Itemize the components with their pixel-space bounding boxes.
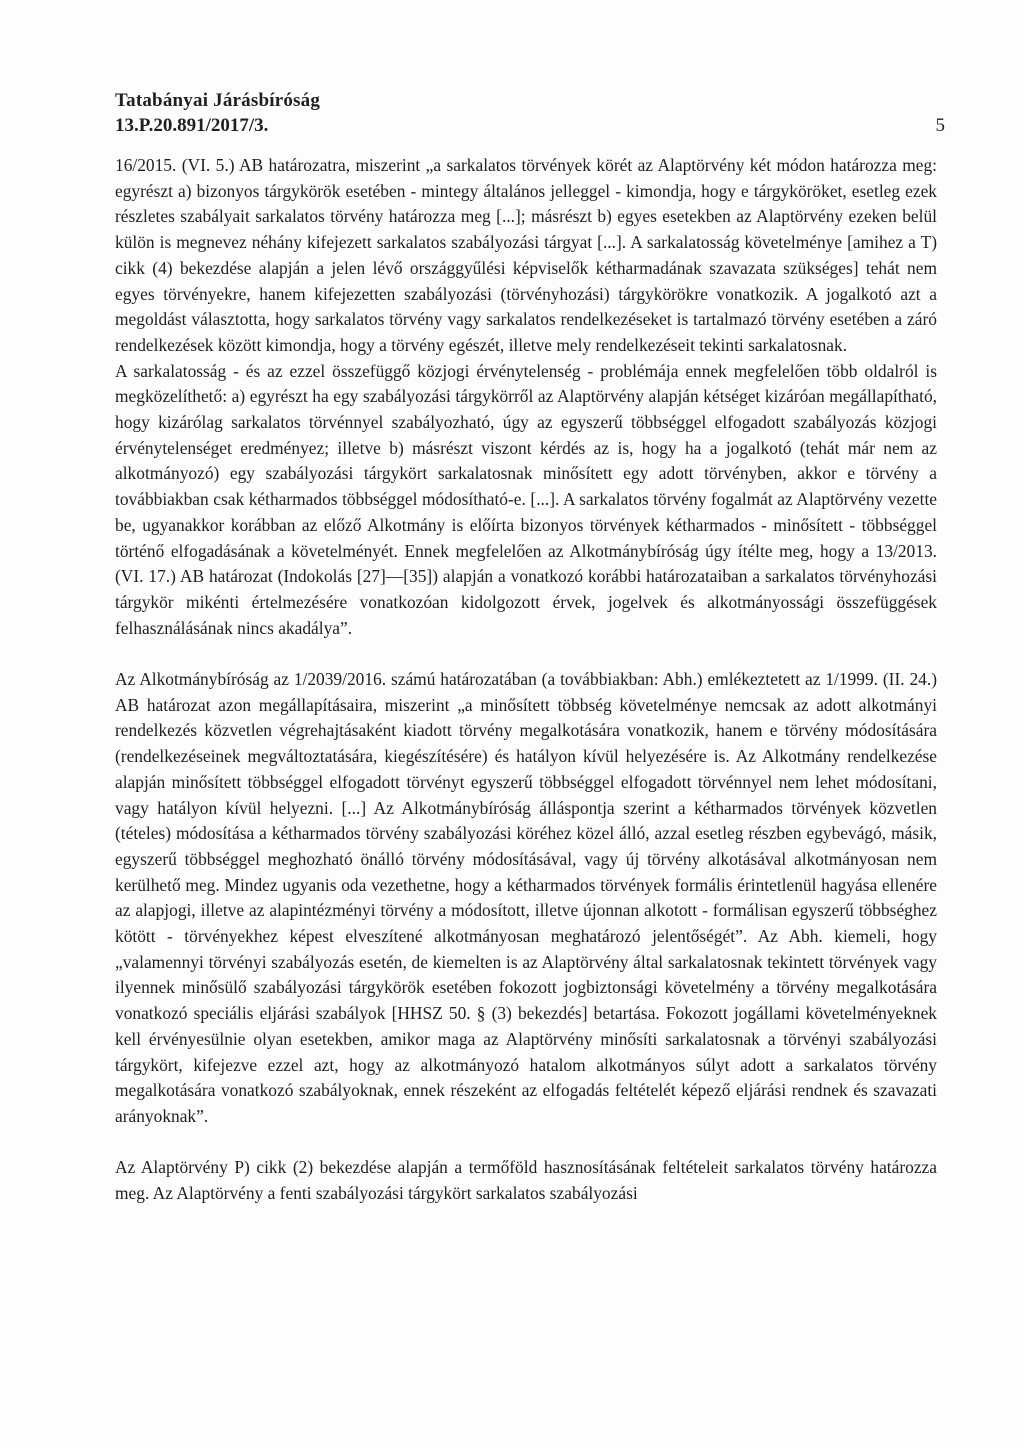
page-number: 5 <box>935 115 945 136</box>
paragraph-3: Az Alkotmánybíróság az 1/2039/2016. számú határozatában (a továbbiakban: Abh.) emlékeztetett az 1/1999. (II. 24.) AB határozat azon megállapításaira, miszerint „a minősített többség követelménye nemcsak az adott alkotmányi rendelkezés közvetlen végrehajtásaként kiadott törvény megalkotására vonatkozik, hanem e törvény módosítására (rendelkezéseinek megváltoztatására, kiegészítésére) és hatályon kívül helyezésére is. Az Alkotmány rendelkezése alapján minősített többséggel elfogadott törvényt egyszerű többséggel elfogadott törvénnyel nem lehet módosítani, vagy hatályon kívül helyezni. [...] Az Alkotmánybíróság álláspontja szerint a kétharmados törvények közvetlen (tételes) módosítása a kétharmados törvény szabályozási köréhez közel álló, azzal esetleg részben egybevágó, másik, egyszerű többséggel meghozható önálló törvény módosításával, vagy új törvény alkotásával alkotmányosan nem kerülhető meg. Mindez ugyanis oda vezethetne, hogy a kétharmados törvények formális érintetlenül hagyása ellenére az alapjogi, illetve az alapintézményi törvény a módosított, illetve újonnan alkotott - formálisan egyszerű többséghez kötött - törvényekhez képest elveszítené alkotmányosan meghatározó jelentőségét”. Az Abh. kiemeli, hogy „valamennyi törvényi szabályozás esetén, de kiemelten is az Alaptörvény által sarkalatosnak tekintett törvények vagy ilyennek minősülő szabályozási tárgykörök esetében fokozott jogbiztonsági követelmény a törvény megalkotására vonatkozó speciális eljárási szabályok [HHSZ 50. § (3) bekezdés] betartása. Fokozott jogállami követelményeknek kell érvényesülnie olyan esetekben, amikor maga az Alaptörvény minősíti sarkalatosnak a törvényi szabályozási tárgykört, kifejezve ezzel azt, hogy az alkotmányozó hatalom alkotmányos súlyt adott a sarkalatos törvény megalkotására vonatkozó szabályoknak, ennek részeként az elfogadás feltételét képező eljárási rendnek és szavazati arányoknak”. <box>115 669 937 1126</box>
court-name: Tatabányai Járásbíróság <box>115 90 321 111</box>
paragraph-2: A sarkalatosság - és az ezzel összefüggő közjogi érvénytelenség - problémája ennek megfelelően több oldalról is megközelíthető: a) egyrészt ha egy szabályozási tárgykörről az Alaptörvény alapján kétséget kizáróan megállapítható, hogy kizárólag sarkalatos törvénnyel szabályozható, úgy az egyszerű többséggel elfogadott szabályozás közjogi érvénytelenséget eredményez; illetve b) másrészt viszont kérdés az is, hogy ha a jogalkotó (tehát már nem az alkotmányozó) egy szabályozási tárgykört sarkalatosnak minősített egy adott törvényben, akkor e törvény a továbbiakban csak kétharmados többséggel módosítható-e. [...]. A sarkalatos törvény fogalmát az Alaptörvény vezette be, ugyanakkor korábban az előző Alkotmány is előírta bizonyos törvények kétharmados - minősített - többséggel történő elfogadásának a követelményét. Ennek megfelelően az Alkotmánybíróság úgy ítélte meg, hogy a 13/2013. (VI. 17.) AB határozat (Indokolás [27]—[35]) alapján a vonatkozó korábbi határozataiban a sarkalatos törvényhozási tárgykör mikénti értelmezésére vonatkozóan kidolgozott érvek, jogelvek és alkotmányossági összefüggések felhasználásának nincs akadálya”. <box>115 360 937 638</box>
paragraph-1: 16/2015. (VI. 5.) AB határozatra, miszerint „a sarkalatos törvények körét az Alaptörvény két módon határozza meg: egyrészt a) bizonyos tárgykörök esetében - mintegy általános jelleggel - kimondja, hogy e tárgyköröket, esetleg ezek részletes szabályait sarkalatos törvény határozza meg [...]; másrészt b) egyes esetekben az Alaptörvény ezeken belül külön is megnevez néhány kifejezett sarkalatos szabályozási tárgyat [...]. A sarkalatosság követelménye [amihez a T) cikk (4) bekezdése alapján a jelen lévő országgyűlési képviselők kétharmadának szavazata szükséges] tehát nem egyes törvényekre, hanem kifejezetten szabályozási (törvényhozási) tárgykörökre vonatkozik. A jogalkotó azt a megoldást választotta, hogy sarkalatos törvény vagy sarkalatos rendelkezéseket is tartalmazó törvény esetében a záró rendelkezések között kimondja, hogy a törvény egészét, illetve mely rendelkezéseit tekinti sarkalatosnak. <box>115 155 937 355</box>
case-number: 13.P.20.891/2017/3. <box>115 115 269 136</box>
paragraph-4: Az Alaptörvény P) cikk (2) bekezdése alapján a termőföld hasznosításának feltételeit sarkalatos törvény határozza meg. Az Alaptörvény a fenti szabályozási tárgykört sarkalatos szabályozási <box>115 1157 937 1204</box>
document-header <box>115 90 945 137</box>
case-row <box>115 115 945 137</box>
document-body <box>115 153 937 1207</box>
